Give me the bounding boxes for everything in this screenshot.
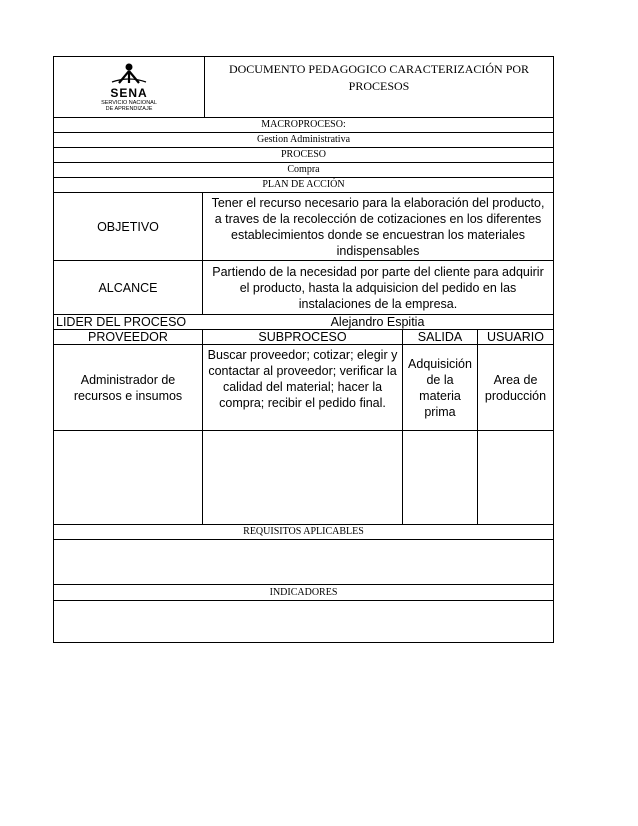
cell-subproceso: Buscar proveedor; cotizar; elegir y contactar al proveedor; verificar la calidad del material; hacer la compra; recibir el pedido final. (202, 345, 402, 430)
requisitos-label: REQUISITOS APLICABLES (243, 526, 364, 537)
lider-value: Alejandro Espitia (330, 315, 425, 329)
objetivo-label: OBJETIVO (97, 219, 159, 234)
cell-proveedor: Administrador de recursos e insumos (73, 372, 183, 403)
table-row-empty (54, 430, 553, 524)
sena-logo (54, 57, 204, 117)
requisitos-content (54, 540, 553, 584)
document-title: DOCUMENTO PEDAGOGICO CARACTERIZACIÓN POR PROCESOS (204, 57, 553, 117)
sena-logo-word: SENA (110, 85, 148, 100)
macroproceso-label-row (54, 117, 553, 132)
cell-usuario: Area de producción (477, 345, 553, 430)
table-row (54, 344, 553, 430)
plan-row (54, 177, 553, 192)
objetivo-text: Tener el recurso necesario para la elaboración del producto, a traves de la recolección de cotizaciones en los diferentes establecimientos donde se encuestran los materiales indispensables (202, 193, 553, 260)
cell-empty-salida (402, 431, 477, 524)
macroproceso-value: Gestion Administrativa (256, 134, 351, 145)
indicadores-content (54, 601, 553, 642)
indicadores-label: INDICADORES (269, 587, 338, 598)
objetivo-row (54, 192, 553, 260)
header-subproceso: SUBPROCESO (202, 330, 402, 344)
header-salida: SALIDA (402, 330, 477, 344)
alcance-label: ALCANCE (98, 280, 158, 295)
requisitos-label-row (54, 524, 553, 539)
table-header-row (54, 329, 553, 344)
cell-empty-proveedor (54, 431, 202, 524)
characterization-form (53, 56, 554, 643)
cell-empty-usuario (477, 431, 553, 524)
macroproceso-label: MACROPROCESO: (261, 119, 346, 130)
sena-logo-line1: SERVICIO NACIONAL (101, 99, 157, 106)
header-row (54, 57, 553, 117)
cell-empty-subproceso (202, 431, 402, 524)
lider-label: LIDER DEL PROCESO (56, 315, 187, 329)
macroproceso-value-row (54, 132, 553, 147)
sena-emblem-icon (94, 63, 164, 85)
alcance-row (54, 260, 553, 314)
alcance-text: Partiendo de la necesidad por parte del cliente para adquirir el producto, hasta la adquisicion del pedido en las instalaciones de la empresa. (202, 261, 553, 314)
header-usuario: USUARIO (477, 330, 553, 344)
indicadores-label-row (54, 584, 553, 600)
indicadores-body (54, 600, 553, 642)
sena-logo-line2: DE APRENDIZAJE (105, 105, 153, 112)
proceso-label: PROCESO (280, 149, 326, 160)
cell-salida: Adquisición de la materia prima (402, 345, 477, 430)
plan-label: PLAN DE ACCIÓN (262, 179, 345, 190)
proceso-value: Compra (287, 164, 320, 175)
sena-logo-mark (94, 63, 164, 112)
proceso-value-row (54, 162, 553, 177)
requisitos-body (54, 539, 553, 584)
header-proveedor: PROVEEDOR (88, 330, 168, 344)
lider-row (54, 314, 553, 329)
proceso-label-row (54, 147, 553, 162)
